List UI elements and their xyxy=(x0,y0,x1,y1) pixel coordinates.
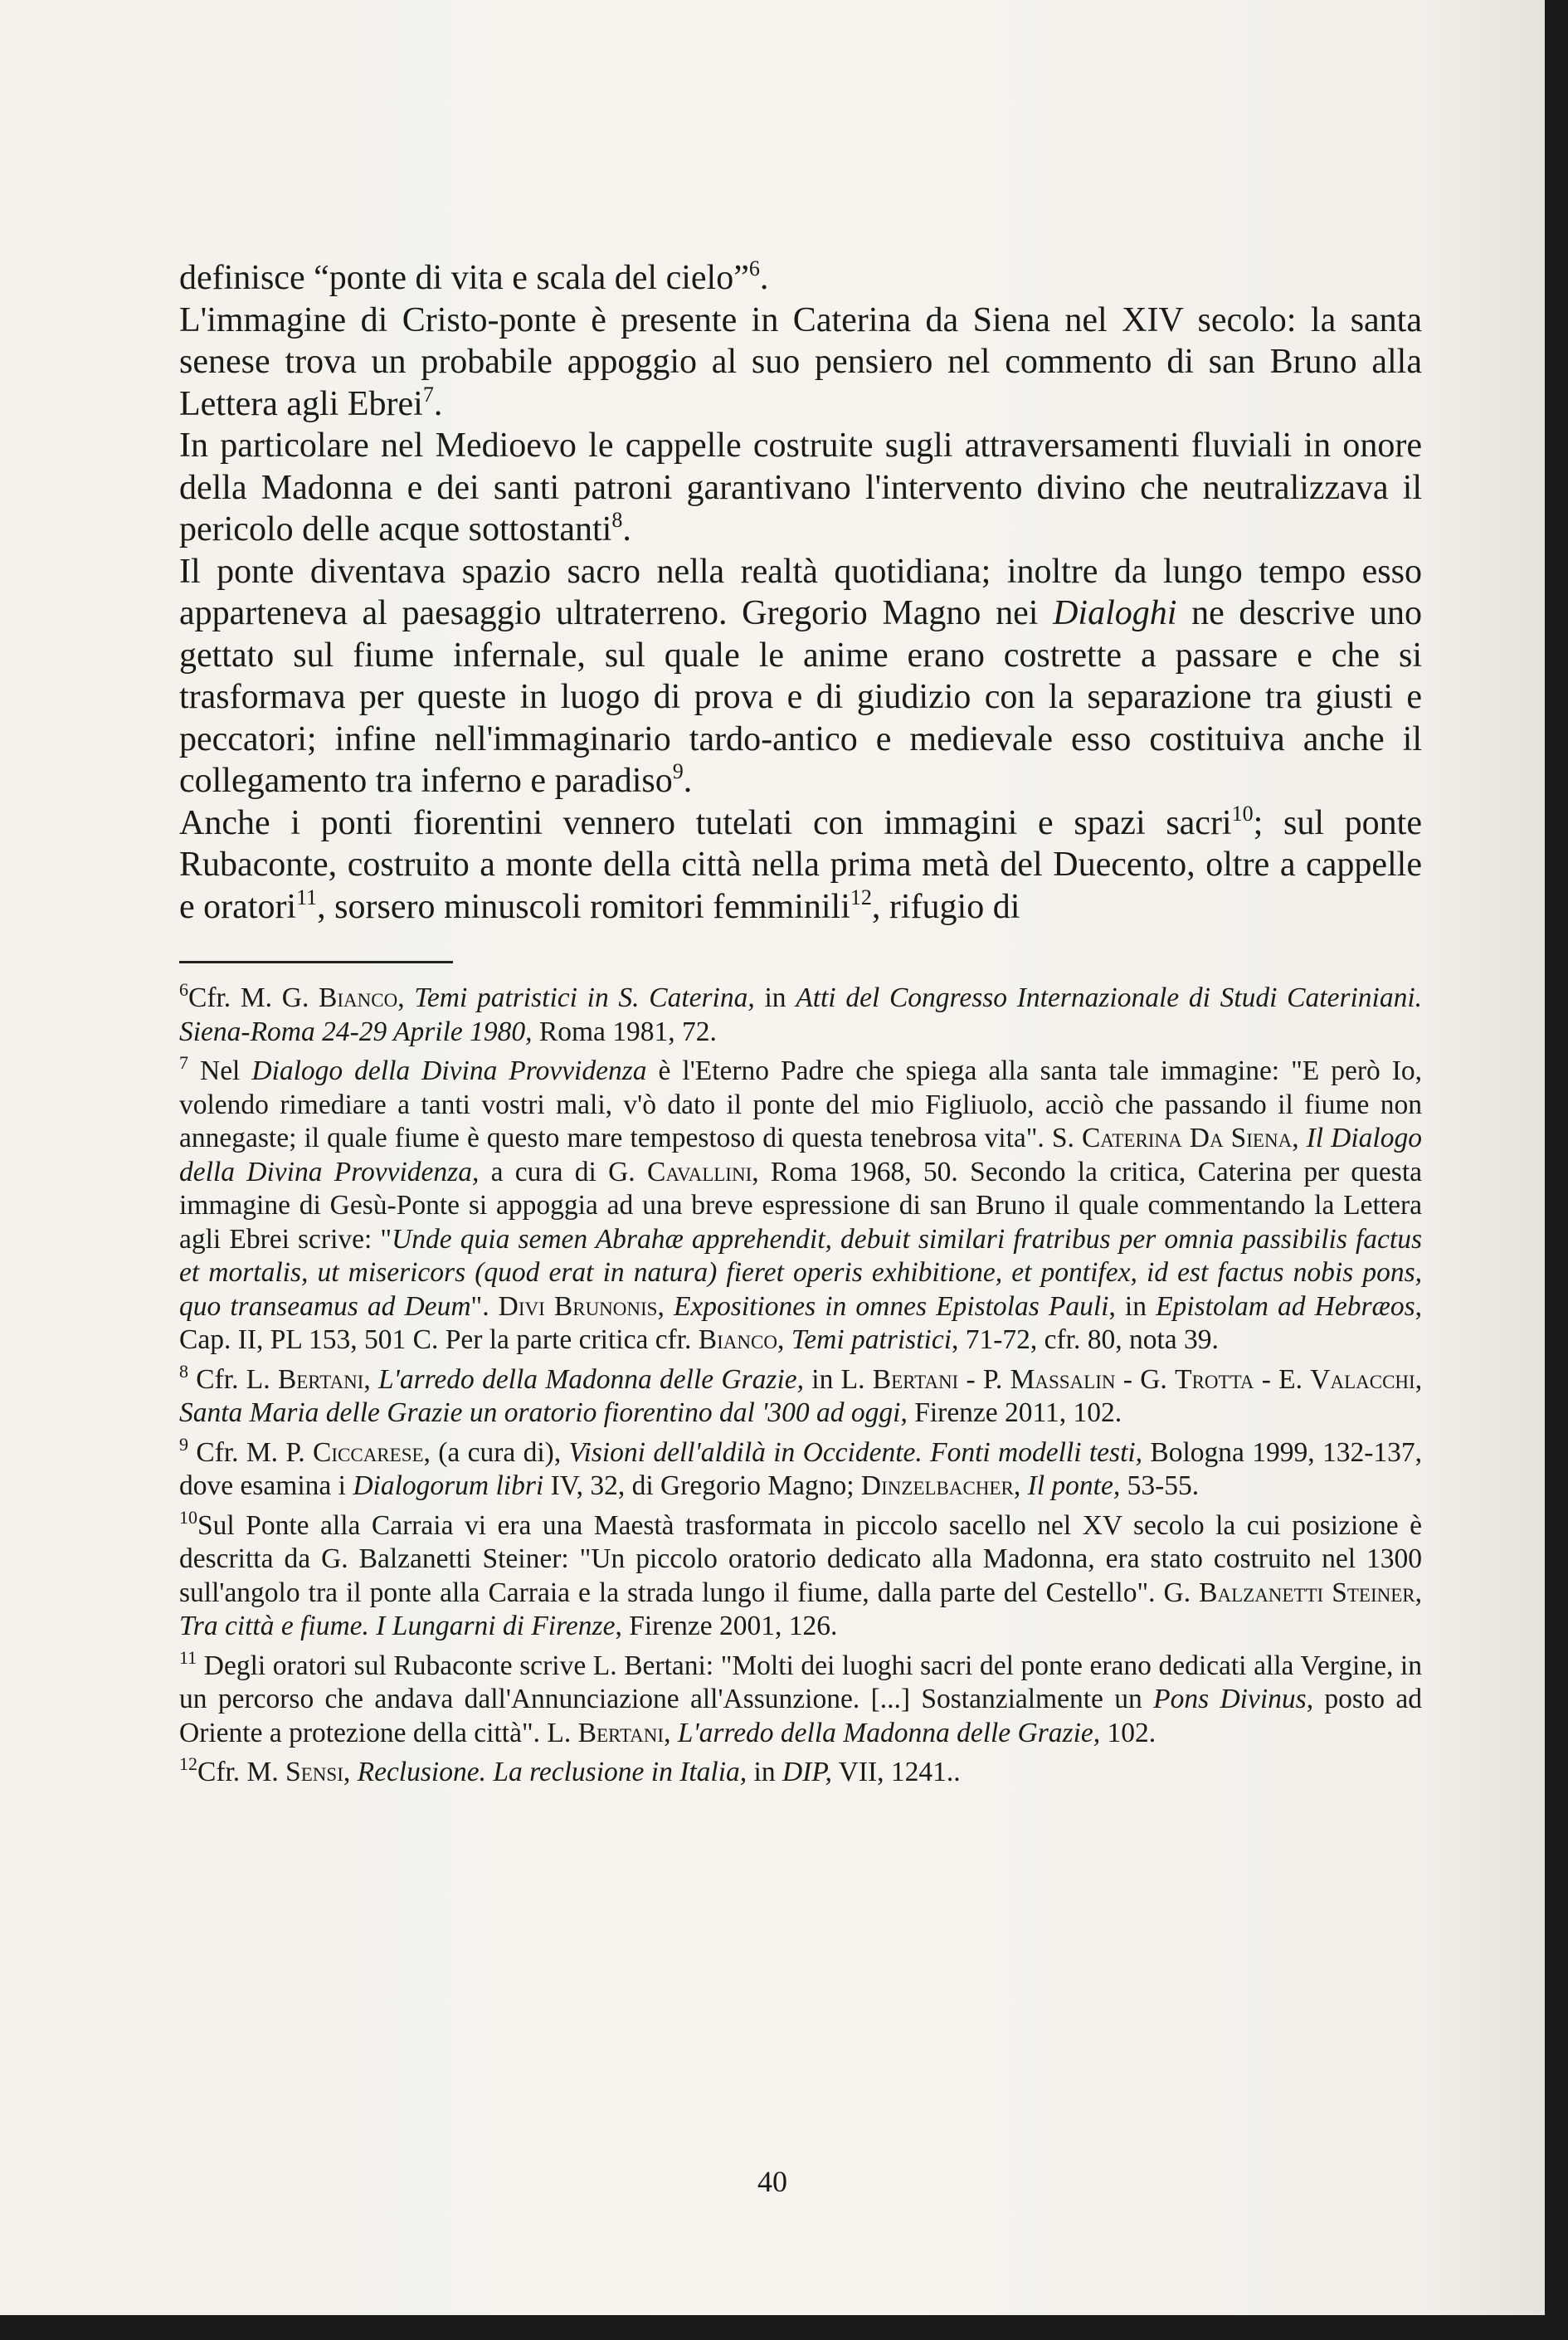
footnote-ref-11[interactable]: 11 xyxy=(296,885,318,909)
footnote-ref-8[interactable]: 8 xyxy=(611,508,623,532)
footnote-6: $^6$Cfr. M. G. Bianco, Temi patristici in S. Caterina, in Atti del Congresso Internazionale di Studi Cateriniani. Siena-Roma 24-29 Aprile 1980, Roma 1981, 72. xyxy=(179,979,1423,1047)
page-number: 40 xyxy=(757,2165,787,2198)
footnote-9: $^9$ Cfr. M. P. Ciccarese, (a cura di), Visioni dell'aldilà in Occidente. Fonti modelli testi, Bologna 1999, 132-137, dove esamina i Dialogorum libri IV, 32, di Gregorio Magno; Dinzelbacher, Il ponte, 53-55. xyxy=(179,1433,1423,1501)
scan-edge-bottom xyxy=(0,2315,1568,2340)
footnotes xyxy=(179,979,1423,1790)
footnote-11: $^{11}$ Degli oratori sul Rubaconte scrive L. Bertani: "Molti dei luoghi sacri del ponte erano dedicati alla Vergine, in un percorso che andava dall'Annunciazione all'Assunzione. [...] Sostanzialmente un Pons Divinus, posto ad Oriente a protezione della città". L. Bertani, L'arredo della Madonna delle Grazie, 102. xyxy=(179,1646,1422,1748)
paragraph-4: Il ponte diventava spazio sacro nella realtà quotidiana; inoltre da lungo tempo esso apparteneva al paesaggio ultraterreno. Gregorio Magno nei Dialoghi ne descrive uno gettato sul fiume infernale, sul quale le anime erano costrette a passare e che si trasformava per queste in luogo di prova e di giudizio con la separazione tra giusti e peccatori; infine nell'immaginario tardo-antico e medievale esso costituiva anche il collegamento tra inferno e paradiso$^9$. xyxy=(179,552,1423,800)
footnote-12: $^{12}$Cfr. M. Sensi, Reclusione. La reclusione in Italia, in DIP, VII, 1241.. xyxy=(179,1753,961,1787)
footnote-8: $^8$ Cfr. L. Bertani, L'arredo della Madonna delle Grazie, in L. Bertani - P. Massalin - G. Trotta - E. Valacchi, Santa Maria delle Grazie un oratorio fiorentino dal '300 ad oggi, Firenze 2011, 102. xyxy=(179,1360,1423,1428)
paragraph-1: definisce “ponte di vita e scala del cielo”$^6$. xyxy=(179,256,769,297)
footnote-ref-12[interactable]: 12 xyxy=(850,885,872,909)
scan-edge-right xyxy=(1545,0,1568,2340)
paragraph-2: L'immagine di Cristo-ponte è presente in Caterina da Siena nel XIV secolo: la santa senese trova un probabile appoggio al suo pensiero nel commento di san Bruno alla Lettera agli Ebrei$^7$. xyxy=(179,300,1422,423)
footnote-10: $^{10}$Sul Ponte alla Carraia vi era una Maestà trasformata in piccolo sacello nel XV secolo la cui posizione è descritta da G. Balzanetti Steiner: "Un piccolo oratorio dedicato alla Madonna, era stato costruito nel 1300 sull'angolo tra il ponte alla Carraia e la strada lungo il fiume, dalla parte del Cestello". G. Balzanetti Steiner, Tra città e fiume. I Lungarni di Firenze, Firenze 2001, 126. xyxy=(179,1506,1423,1641)
paragraph-3: In particolare nel Medioevo le cappelle costruite sugli attraversamenti fluviali in onore della Madonna e dei santi patroni garantivano l'intervento divino che neutralizzava il pericolo delle acque sottostanti$^8$. xyxy=(179,427,1422,548)
footnote-ref-10[interactable]: 10 xyxy=(1231,801,1254,826)
footnote-ref-9[interactable]: 9 xyxy=(672,759,684,783)
paragraph-5: Anche i ponti fiorentini vennero tutelati con immagini e spazi sacri$^{10}$; sul ponte Rubaconte, costruito a monte della città nella prima metà del Duecento, oltre a cappelle e oratori$^{11}$, sorsero minuscoli romitori femminili$^{12}$, rifugio di xyxy=(179,801,1422,926)
main-text xyxy=(179,257,1422,928)
footnote-7: $^7$ Nel Dialogo della Divina Provvidenza è l'Eterno Padre che spiega alla santa tale immagine: "E però Io, volendo rimediare a tanti vostri mali, v'ò dato il ponte del mio Figliuolo, acciò che passando il fiume non annegaste; il quale fiume è questo mare tempestoso di questa tenebrosa vita". S. Caterina Da Siena, Il Dialogo della Divina Provvidenza, a cura di G. Cavallini, Roma 1968, 50. Secondo la critica, Caterina per questa immagine di Gesù-Ponte si appoggia ad una breve espressione di san Bruno il quale commentando la Lettera agli Ebrei scrive: "Unde quia semen Abrahæ apprehendit, debuit similari fratribus per omnia passibilis factus et mortalis, ut misericors (quod erat in natura) fieret operis exhibitione, et pontifex, id est factus nobis pons, quo transeamus ad Deum". Divi Brunonis, Expositiones in omnes Epistolas Pauli, in Epistolam ad Hebræos, Cap. II, PL 153, 501 C. Per la parte critica cfr. Bianco, Temi patristici, 71-72, cfr. 80, nota 39. xyxy=(179,1052,1423,1355)
text-block xyxy=(179,257,1422,1796)
footnote-ref-7[interactable]: 7 xyxy=(422,382,434,407)
footnote-ref-6[interactable]: 6 xyxy=(748,256,760,280)
footnote-separator xyxy=(179,961,453,963)
